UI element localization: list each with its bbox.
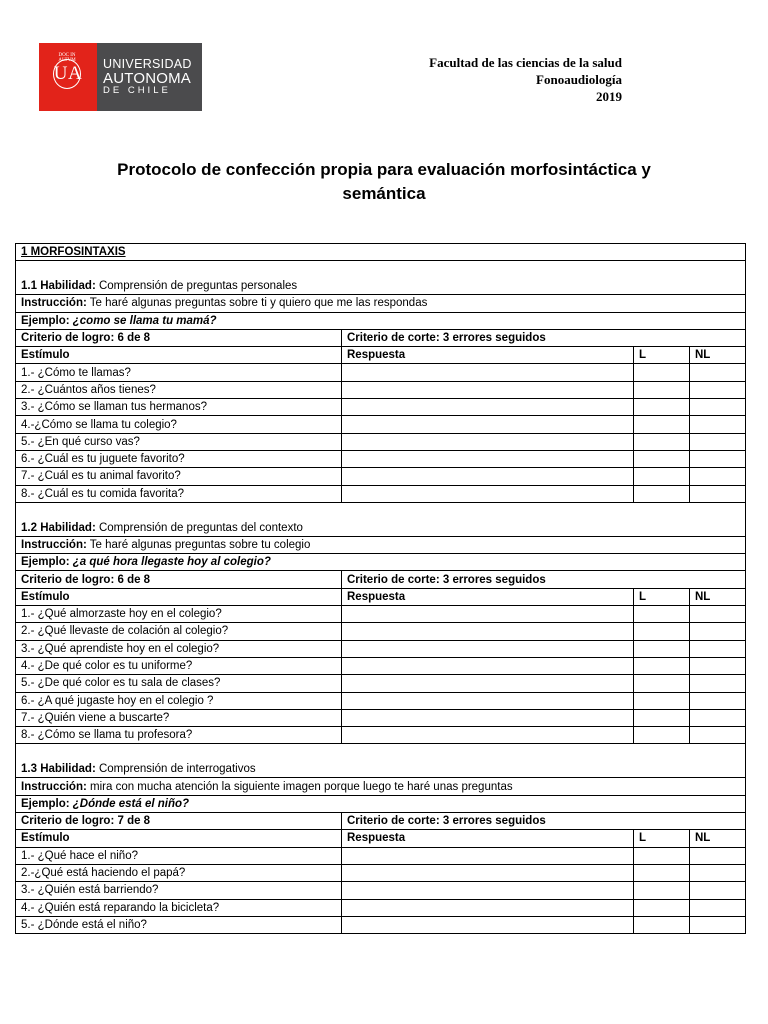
table-row [16, 468, 746, 485]
table-row [16, 916, 746, 933]
skill-cell [16, 744, 746, 778]
example-cell [16, 312, 746, 329]
stimulus-question: 6.- ¿A qué jugaste hoy en el colegio ? [16, 692, 342, 709]
stimulus-question: 4.- ¿Quién está reparando la bicicleta? [16, 899, 342, 916]
response-cell[interactable] [342, 381, 634, 398]
logo-line-3: DE CHILE [103, 85, 171, 97]
stimulus-question: 5.- ¿Dónde está el niño? [16, 916, 342, 933]
instruction-row [16, 536, 746, 553]
nl-cell[interactable] [690, 623, 746, 640]
response-cell[interactable] [342, 606, 634, 623]
column-header-row [16, 830, 746, 847]
nl-cell[interactable] [690, 847, 746, 864]
skill-row [16, 744, 746, 778]
nl-cell[interactable] [690, 657, 746, 674]
criteria-row [16, 571, 746, 588]
logo-mark [39, 43, 97, 111]
stimulus-header: Estímulo [16, 588, 342, 605]
l-cell[interactable] [634, 709, 690, 726]
response-cell[interactable] [342, 399, 634, 416]
stimulus-question: 3.- ¿Cómo se llaman tus hermanos? [16, 399, 342, 416]
stimulus-question: 7.- ¿Cuál es tu animal favorito? [16, 468, 342, 485]
logo-line-1: UNIVERSIDAD [103, 56, 192, 71]
table-row [16, 485, 746, 502]
department-name: Fonoaudiología [536, 72, 622, 87]
table-row [16, 675, 746, 692]
nl-cell[interactable] [690, 364, 746, 381]
stimulus-question: 6.- ¿Cuál es tu juguete favorito? [16, 450, 342, 467]
section-number: 1.2 [21, 521, 41, 534]
nl-cell[interactable] [690, 727, 746, 744]
l-header: L [634, 588, 690, 605]
table-row [16, 381, 746, 398]
response-cell[interactable] [342, 485, 634, 502]
instruction-cell [16, 778, 746, 795]
stimulus-question: 8.- ¿Cuál es tu comida favorita? [16, 485, 342, 502]
criterion-cutoff: Criterio de corte: 3 errores seguidos [342, 813, 746, 830]
stimulus-question: 1.- ¿Qué almorzaste hoy en el colegio? [16, 606, 342, 623]
l-cell[interactable] [634, 399, 690, 416]
example-cell [16, 554, 746, 571]
nl-cell[interactable] [690, 882, 746, 899]
response-cell[interactable] [342, 433, 634, 450]
response-cell[interactable] [342, 364, 634, 381]
response-cell[interactable] [342, 709, 634, 726]
faculty-name: Facultad de las ciencias de la salud [429, 55, 622, 70]
l-header: L [634, 347, 690, 364]
instruction-cell [16, 295, 746, 312]
table-row [16, 364, 746, 381]
response-cell[interactable] [342, 450, 634, 467]
skill-row [16, 502, 746, 536]
nl-cell[interactable] [690, 899, 746, 916]
l-cell[interactable] [634, 450, 690, 467]
table-row [16, 399, 746, 416]
response-header: Respuesta [342, 347, 634, 364]
logo-seal-text: DOC IN ALTVM [58, 53, 76, 63]
example-row [16, 554, 746, 571]
response-cell[interactable] [342, 692, 634, 709]
l-cell[interactable] [634, 916, 690, 933]
stimulus-question: 2.- ¿Qué llevaste de colación al colegio? [16, 623, 342, 640]
skill-text: Comprensión de interrogativos [95, 763, 256, 776]
nl-cell[interactable] [690, 606, 746, 623]
table-row [16, 433, 746, 450]
table-row [16, 640, 746, 657]
instruction-row [16, 778, 746, 795]
criterion-cutoff: Criterio de corte: 3 errores seguidos [342, 329, 746, 346]
response-cell[interactable] [342, 623, 634, 640]
l-cell[interactable] [634, 416, 690, 433]
section-heading: 1 MORFOSINTAXIS [16, 244, 746, 261]
skill-text: Comprensión de preguntas del contexto [95, 521, 303, 534]
l-cell[interactable] [634, 606, 690, 623]
skill-text: Comprensión de preguntas personales [95, 280, 298, 293]
l-cell[interactable] [634, 468, 690, 485]
criteria-row [16, 813, 746, 830]
nl-cell[interactable] [690, 485, 746, 502]
example-text: ¿Dónde está el niño? [72, 797, 190, 810]
table-row [16, 623, 746, 640]
stimulus-question: 5.- ¿En qué curso vas? [16, 433, 342, 450]
stimulus-question: 2.- ¿Cuántos años tienes? [16, 381, 342, 398]
l-cell[interactable] [634, 364, 690, 381]
nl-cell[interactable] [690, 675, 746, 692]
instruction-text: Te haré algunas preguntas sobre tu colegio [86, 539, 311, 551]
section-number: 1.1 [21, 280, 41, 293]
column-header-row [16, 588, 746, 605]
nl-cell[interactable] [690, 381, 746, 398]
nl-cell[interactable] [690, 416, 746, 433]
response-cell[interactable] [342, 847, 634, 864]
stimulus-header: Estímulo [16, 347, 342, 364]
response-header: Respuesta [342, 830, 634, 847]
example-text: ¿a qué hora llegaste hoy al colegio? [72, 556, 271, 569]
instruction-row [16, 295, 746, 312]
stimulus-question: 3.- ¿Quién está barriendo? [16, 882, 342, 899]
instruction-label: Instrucción: [21, 297, 87, 310]
nl-cell[interactable] [690, 450, 746, 467]
response-header: Respuesta [342, 588, 634, 605]
evaluation-form [15, 243, 745, 934]
response-cell[interactable] [342, 864, 634, 881]
stimulus-header: Estímulo [16, 830, 342, 847]
stimulus-question: 2.-¿Qué está haciendo el papá? [16, 864, 342, 881]
skill-row [16, 261, 746, 295]
l-cell[interactable] [634, 847, 690, 864]
response-cell[interactable] [342, 416, 634, 433]
response-cell[interactable] [342, 916, 634, 933]
response-cell[interactable] [342, 468, 634, 485]
l-cell[interactable] [634, 433, 690, 450]
criterion-achievement: Criterio de logro: 7 de 8 [16, 813, 342, 830]
l-cell[interactable] [634, 485, 690, 502]
nl-cell[interactable] [690, 399, 746, 416]
nl-header: NL [690, 830, 746, 847]
stimulus-question: 4.-¿Cómo se llama tu colegio? [16, 416, 342, 433]
nl-header: NL [690, 347, 746, 364]
stimulus-question: 7.- ¿Quién viene a buscarte? [16, 709, 342, 726]
l-cell[interactable] [634, 727, 690, 744]
table-row [16, 899, 746, 916]
instruction-label: Instrucción: [21, 539, 87, 551]
response-cell[interactable] [342, 727, 634, 744]
response-cell[interactable] [342, 882, 634, 899]
column-header-row [16, 347, 746, 364]
table-row [16, 692, 746, 709]
l-cell[interactable] [634, 899, 690, 916]
stimulus-question: 5.- ¿De qué color es tu sala de clases? [16, 675, 342, 692]
protocol-table [15, 243, 746, 934]
instruction-cell [16, 536, 746, 553]
table-row [16, 727, 746, 744]
stimulus-question: 8.- ¿Cómo se llama tu profesora? [16, 727, 342, 744]
response-cell[interactable] [342, 675, 634, 692]
logo-wordmark [97, 43, 202, 111]
table-row [16, 657, 746, 674]
nl-cell[interactable] [690, 916, 746, 933]
table-row [16, 450, 746, 467]
skill-cell [16, 502, 746, 536]
nl-cell[interactable] [690, 433, 746, 450]
table-row [16, 864, 746, 881]
nl-cell[interactable] [690, 709, 746, 726]
l-cell[interactable] [634, 882, 690, 899]
skill-cell [16, 261, 746, 295]
stimulus-question: 1.- ¿Qué hace el niño? [16, 847, 342, 864]
table-row [16, 606, 746, 623]
l-cell[interactable] [634, 623, 690, 640]
response-cell[interactable] [342, 899, 634, 916]
nl-cell[interactable] [690, 640, 746, 657]
criterion-cutoff: Criterio de corte: 3 errores seguidos [342, 571, 746, 588]
criterion-achievement: Criterio de logro: 6 de 8 [16, 571, 342, 588]
l-cell[interactable] [634, 381, 690, 398]
example-label: Ejemplo: [21, 314, 73, 327]
instruction-text: Te haré algunas preguntas sobre ti y quiero que me las respondas [86, 297, 428, 310]
stimulus-question: 1.- ¿Cómo te llamas? [16, 364, 342, 381]
example-label: Ejemplo: [21, 797, 73, 810]
l-cell[interactable] [634, 864, 690, 881]
stimulus-question: 4.- ¿De qué color es tu uniforme? [16, 657, 342, 674]
table-row [16, 882, 746, 899]
skill-label: Habilidad: [40, 280, 96, 293]
title-line-2: semántica [342, 184, 426, 203]
table-row [16, 847, 746, 864]
table-row [16, 709, 746, 726]
document-year: 2019 [596, 89, 622, 104]
l-cell[interactable] [634, 640, 690, 657]
criteria-row [16, 329, 746, 346]
nl-cell[interactable] [690, 468, 746, 485]
instruction-text: mira con mucha atención la siguiente imagen porque luego te haré unas preguntas [86, 780, 513, 793]
stimulus-question: 3.- ¿Qué aprendiste hoy en el colegio? [16, 640, 342, 657]
nl-cell[interactable] [690, 864, 746, 881]
l-cell[interactable] [634, 692, 690, 709]
response-cell[interactable] [342, 640, 634, 657]
skill-label: Habilidad: [40, 521, 96, 534]
instruction-label: Instrucción: [21, 780, 87, 793]
logo-line-2: AUTONOMA [103, 69, 191, 87]
example-label: Ejemplo: [21, 556, 73, 569]
university-logo [39, 43, 202, 111]
l-header: L [634, 830, 690, 847]
example-row [16, 312, 746, 329]
title-line-1: Protocolo de confección propia para evaluación morfosintáctica y [117, 160, 651, 179]
example-cell [16, 795, 746, 812]
document-header [429, 54, 622, 105]
example-text: ¿como se llama tu mamá? [72, 314, 217, 327]
page-title [60, 158, 708, 206]
response-cell[interactable] [342, 657, 634, 674]
nl-cell[interactable] [690, 692, 746, 709]
example-row [16, 795, 746, 812]
l-cell[interactable] [634, 675, 690, 692]
section-number: 1.3 [21, 763, 41, 776]
skill-label: Habilidad: [40, 763, 96, 776]
criterion-achievement: Criterio de logro: 6 de 8 [16, 329, 342, 346]
nl-header: NL [690, 588, 746, 605]
l-cell[interactable] [634, 657, 690, 674]
table-row [16, 416, 746, 433]
logo-ua: UA [53, 63, 83, 84]
